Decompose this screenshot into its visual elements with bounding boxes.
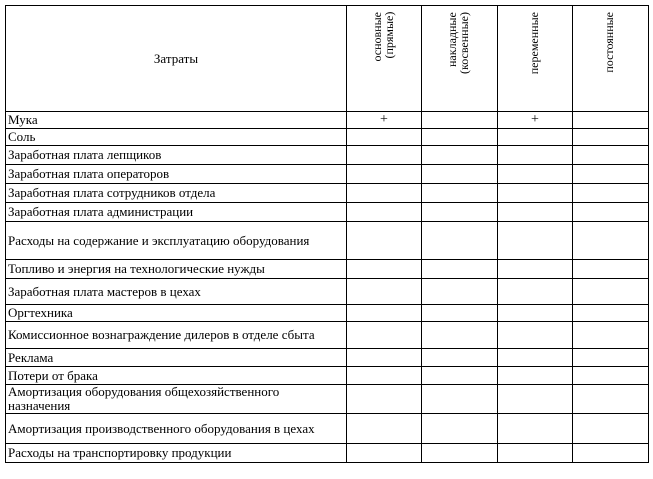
classification-mark-cell [347,279,422,305]
header-row [6,6,649,112]
table-row [6,349,649,367]
cost-item-name: Соль [6,129,347,146]
table-row [6,305,649,322]
column-header-indirect [422,6,498,112]
classification-mark-cell [498,444,573,463]
classification-mark-cell [347,322,422,349]
classification-mark-cell [422,385,498,414]
classification-mark-cell [498,129,573,146]
classification-mark-cell [573,222,649,260]
classification-mark-cell [573,203,649,222]
classification-mark-cell [573,184,649,203]
cost-item-name: Заработная плата операторов [6,165,347,184]
table-row [6,222,649,260]
classification-mark-cell [573,112,649,129]
table-row [6,322,649,349]
classification-mark-cell [422,222,498,260]
cost-item-name: Мука [6,112,347,129]
classification-mark-cell [422,414,498,444]
classification-mark-cell [573,146,649,165]
classification-mark-cell [498,146,573,165]
classification-mark-cell [498,414,573,444]
classification-mark-cell [347,222,422,260]
cost-item-name: Амортизация производственного оборудования в цехах [6,414,347,444]
cost-item-name: Заработная плата администрации [6,203,347,222]
table-row [6,367,649,385]
classification-mark-cell [422,146,498,165]
classification-mark-cell [498,260,573,279]
table-row [6,260,649,279]
classification-mark-cell [498,165,573,184]
classification-mark-cell [573,260,649,279]
table-row [6,165,649,184]
classification-mark-cell [498,305,573,322]
classification-mark-cell [347,184,422,203]
classification-mark-cell [422,279,498,305]
cost-classification-table [5,5,649,463]
cost-item-name: Оргтехника [6,305,347,322]
classification-mark-cell [422,165,498,184]
classification-mark-cell [573,279,649,305]
classification-mark-cell [347,444,422,463]
classification-mark-cell [573,305,649,322]
classification-mark-cell [498,349,573,367]
table-row [6,184,649,203]
cost-item-name: Заработная плата лепщиков [6,146,347,165]
cost-item-name: Комиссионное вознаграждение дилеров в отделе сбыта [6,322,347,349]
classification-mark-cell [573,322,649,349]
classification-mark-cell [498,203,573,222]
classification-mark-cell [422,184,498,203]
classification-mark-cell [422,322,498,349]
classification-mark-cell [573,367,649,385]
classification-mark-cell [573,385,649,414]
costs-header: Затраты [6,6,347,112]
classification-mark-cell [498,322,573,349]
classification-mark-cell [347,367,422,385]
classification-mark-cell [347,385,422,414]
classification-mark-cell [422,112,498,129]
classification-mark-cell [573,414,649,444]
column-header-label: основные (прямые) [370,12,396,62]
table-row [6,112,649,129]
table-row [6,203,649,222]
cost-item-name: Потери от брака [6,367,347,385]
table-row [6,146,649,165]
table-row [6,444,649,463]
cost-item-name: Топливо и энергия на технологические нужды [6,260,347,279]
cost-item-name: Амортизация оборудования общехозяйственного назначения [6,385,347,414]
classification-mark-cell [347,305,422,322]
table-row [6,385,649,414]
column-header-fixed [573,6,649,112]
column-header-direct [347,6,422,112]
column-header-label: постоянные [602,12,616,73]
classification-mark-cell [573,129,649,146]
classification-mark-cell [498,279,573,305]
classification-mark-cell [422,260,498,279]
cost-item-name: Заработная плата мастеров в цехах [6,279,347,305]
classification-mark-cell [573,165,649,184]
classification-mark-cell [347,129,422,146]
classification-mark-cell [347,349,422,367]
column-header-variable [498,6,573,112]
classification-mark-cell [498,184,573,203]
classification-mark-cell: + [498,112,573,129]
table-row [6,129,649,146]
cost-item-name: Расходы на транспортировку продукции [6,444,347,463]
classification-mark-cell [422,444,498,463]
classification-mark-cell [347,203,422,222]
classification-mark-cell [422,305,498,322]
cost-item-name: Реклама [6,349,347,367]
classification-mark-cell: + [347,112,422,129]
classification-mark-cell [422,349,498,367]
column-header-label: переменные [527,12,541,75]
cost-item-name: Заработная плата сотрудников отдела [6,184,347,203]
classification-mark-cell [347,146,422,165]
table-row [6,279,649,305]
classification-mark-cell [422,203,498,222]
classification-mark-cell [347,414,422,444]
column-header-label: накладные (косвенные) [445,12,471,74]
classification-mark-cell [347,165,422,184]
classification-mark-cell [422,129,498,146]
classification-mark-cell [422,367,498,385]
cost-item-name: Расходы на содержание и эксплуатацию оборудования [6,222,347,260]
classification-mark-cell [498,367,573,385]
classification-mark-cell [498,385,573,414]
classification-mark-cell [347,260,422,279]
classification-mark-cell [573,444,649,463]
classification-mark-cell [573,349,649,367]
table-row [6,414,649,444]
classification-mark-cell [498,222,573,260]
